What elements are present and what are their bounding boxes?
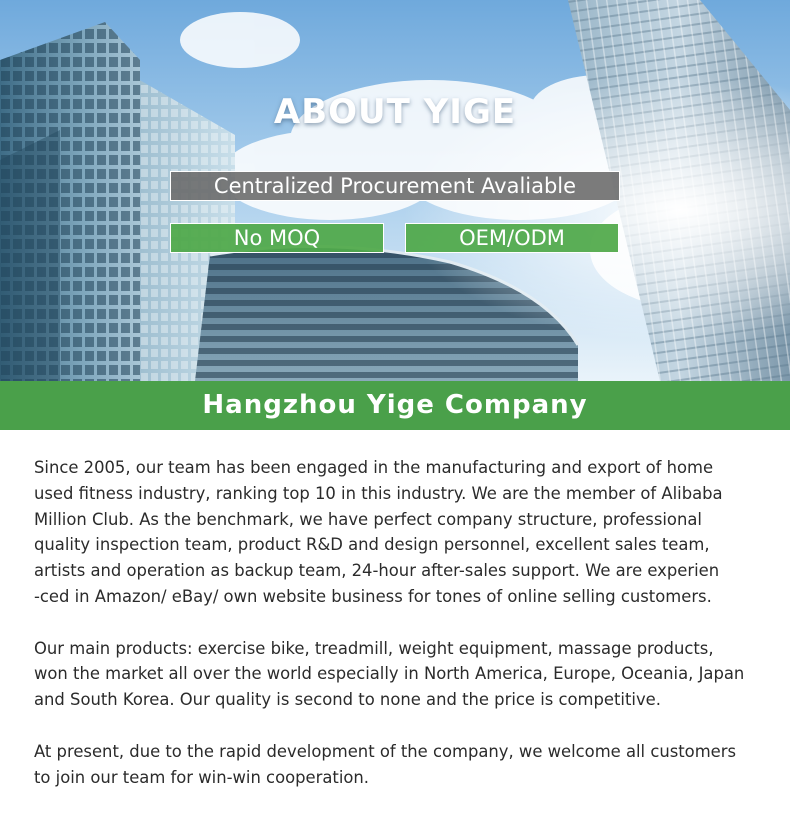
- oem-odm-tag: OEM/ODM: [405, 223, 619, 253]
- paragraph-line: Million Club. As the benchmark, we have perfect company structure, professional: [34, 509, 702, 529]
- paragraph-line: Since 2005, our team has been engaged in the manufacturing and export of home: [34, 458, 714, 477]
- paragraph-line: quality inspection team, product R&D and design personnel, excellent sales team,: [34, 535, 710, 555]
- paragraph-line: won the market all over the world especially in North America, Europe, Oceania, Japan: [34, 664, 745, 684]
- intro-paragraph: [34, 455, 758, 610]
- page-title: ABOUT YIGE: [273, 92, 517, 132]
- company-name-banner: Hangzhou Yige Company: [0, 381, 790, 430]
- paragraph-line: -ced in Amazon/ eBay/ own website business for tones of online selling customers.: [34, 586, 712, 606]
- paragraph-line: artists and operation as backup team, 24-hour after-sales support. We are experien: [34, 561, 720, 581]
- no-moq-tag: No MOQ: [170, 223, 384, 253]
- products-paragraph: [34, 636, 758, 713]
- paragraph-line: At present, due to the rapid development of the company, we welcome all customers: [34, 741, 737, 761]
- paragraph-line: used fitness industry, ranking top 10 in this industry. We are the member of Alibaba: [34, 483, 723, 503]
- cooperation-paragraph: [34, 739, 758, 791]
- paragraph-line: to join our team for win-win cooperation.: [34, 767, 370, 787]
- company-description: [34, 455, 758, 790]
- procurement-tag: Centralized Procurement Avaliable: [170, 171, 620, 201]
- hero-banner: [0, 0, 790, 381]
- paragraph-line: and South Korea. Our quality is second to none and the price is competitive.: [34, 690, 661, 710]
- paragraph-line: Our main products: exercise bike, treadmill, weight equipment, massage products,: [34, 638, 714, 658]
